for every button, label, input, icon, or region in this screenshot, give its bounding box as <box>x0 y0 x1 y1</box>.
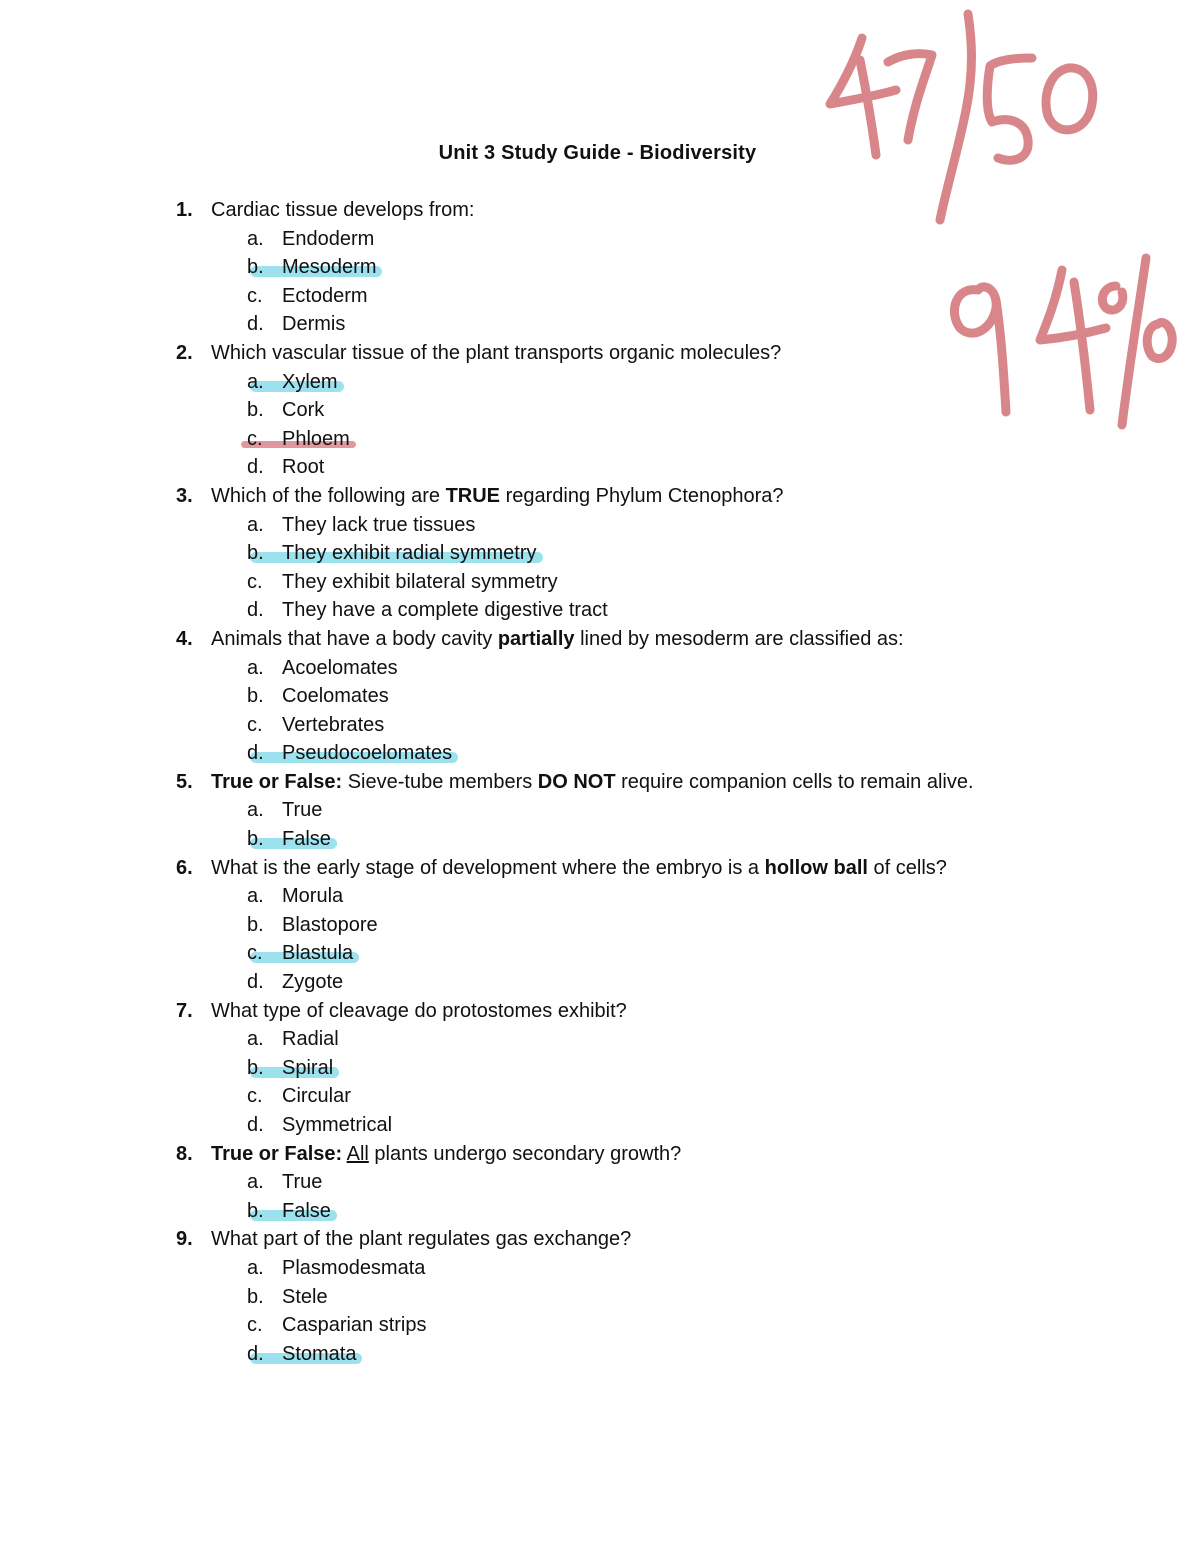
question-stem <box>0 1140 1100 1169</box>
option-letter: d. <box>247 313 264 336</box>
option-text: False <box>282 1199 331 1222</box>
question-number: 3. <box>176 484 193 507</box>
question-number: 7. <box>176 999 193 1022</box>
option-text: Zygote <box>282 971 344 994</box>
option-letter: a. <box>247 227 264 250</box>
question-text <box>211 768 974 796</box>
option-letter: d. <box>247 1342 264 1365</box>
answer-option <box>0 1254 1100 1283</box>
option-text: False <box>282 828 331 851</box>
question-4 <box>0 625 1100 768</box>
option-text: They exhibit radial symmetry <box>282 542 537 565</box>
question-7 <box>0 997 1100 1140</box>
answer-option <box>0 1311 1100 1340</box>
question-6 <box>0 854 1100 997</box>
option-text: Root <box>282 456 325 479</box>
option-letter: b. <box>247 542 264 565</box>
grade-digit-4-d <box>1074 282 1090 410</box>
question-text <box>211 196 474 224</box>
question-text <box>211 854 947 882</box>
question-text-part: of cells? <box>867 856 947 879</box>
grade-digit-7 <box>888 54 932 140</box>
option-letter: b. <box>247 1285 264 1308</box>
question-5 <box>0 768 1100 854</box>
option-text: Circular <box>282 1085 351 1108</box>
question-number: 8. <box>176 1142 193 1165</box>
option-text: Casparian strips <box>282 1314 427 1337</box>
option-text: They exhibit bilateral symmetry <box>282 570 558 593</box>
question-stem <box>0 768 1100 797</box>
grade-digit-0 <box>1046 68 1093 130</box>
question-text-part: Sieve-tube members <box>342 770 538 793</box>
option-text: Stomata <box>282 1342 357 1365</box>
question-number: 1. <box>176 199 193 221</box>
question-text-part: Which vascular tissue of the plant transports organic molecules? <box>211 341 782 364</box>
question-number: 9. <box>176 1228 193 1251</box>
option-letter: d. <box>247 1114 264 1136</box>
option-text: Pseudocoelomates <box>282 742 453 765</box>
answer-option <box>0 539 1100 568</box>
answer-option <box>0 911 1100 940</box>
option-letter: c. <box>247 1085 263 1108</box>
question-9 <box>0 1225 1100 1368</box>
question-text-part: What is the early stage of development where the embryo is a <box>211 856 765 879</box>
option-text: Coelomates <box>282 685 389 708</box>
option-text: Vertebrates <box>282 713 385 736</box>
question-text-part: Animals that have a body cavity <box>211 627 498 650</box>
answer-option <box>0 1054 1100 1083</box>
option-letter: a. <box>247 656 264 679</box>
option-letter: c. <box>247 427 263 450</box>
answer-option <box>0 825 1100 854</box>
answer-option <box>0 796 1100 825</box>
option-letter: b. <box>247 828 264 851</box>
answer-option <box>0 511 1100 540</box>
option-text: True <box>282 1171 323 1194</box>
option-letter: d. <box>247 599 264 622</box>
question-stem <box>0 1225 1100 1254</box>
option-text: Blastula <box>282 942 354 965</box>
option-text: They lack true tissues <box>282 513 476 536</box>
option-letter: a. <box>247 513 264 536</box>
document-title: Unit 3 Study Guide - Biodiversity <box>438 142 757 164</box>
option-letter: b. <box>247 1056 264 1079</box>
option-letter: b. <box>247 256 264 279</box>
option-letter: a. <box>247 1028 264 1051</box>
answer-option <box>0 1197 1100 1226</box>
option-letter: b. <box>247 399 264 422</box>
question-text-underline: All <box>346 1142 369 1165</box>
option-text: Blastopore <box>282 913 378 936</box>
question-number: 5. <box>176 770 193 793</box>
option-letter: b. <box>247 685 264 708</box>
option-letter: a. <box>247 885 264 908</box>
question-text-part: require companion cells to remain alive. <box>615 770 974 793</box>
question-stem <box>0 854 1100 883</box>
answer-option <box>0 1340 1100 1369</box>
option-text: Stele <box>282 1285 328 1308</box>
option-text: Endoderm <box>282 227 375 250</box>
question-8 <box>0 1140 1100 1226</box>
answer-option <box>0 939 1100 968</box>
grade-digit-5 <box>987 58 1032 160</box>
option-letter: c. <box>247 713 263 736</box>
option-letter: a. <box>247 799 264 822</box>
question-stem <box>0 625 1100 654</box>
grade-slash <box>940 14 972 220</box>
answer-option <box>0 882 1100 911</box>
question-text-part: plants undergo secondary growth? <box>368 1142 682 1165</box>
answer-option <box>0 1111 1100 1140</box>
grade-percent-slash <box>1122 258 1146 425</box>
grade-percent-circle-top <box>1102 286 1122 310</box>
option-text: Phloem <box>282 427 350 450</box>
question-text <box>211 997 627 1025</box>
question-text-part: regarding Phylum Ctenophora? <box>500 484 784 507</box>
question-3 <box>0 482 1100 625</box>
option-letter: c. <box>247 942 263 965</box>
question-text-bold: hollow ball <box>764 856 868 879</box>
option-text: Acoelomates <box>282 656 398 679</box>
grade-percent-circle-bottom <box>1147 323 1172 359</box>
grade-digit-4-b <box>860 60 876 155</box>
question-text-part: Cardiac tissue develops from: <box>211 199 475 221</box>
question-text <box>211 482 784 510</box>
question-text <box>211 1225 631 1253</box>
question-text-bold: DO NOT <box>537 770 616 793</box>
question-text-bold: True or False: <box>211 770 343 793</box>
option-letter: a. <box>247 1256 264 1279</box>
option-text: Symmetrical <box>282 1114 393 1136</box>
handwritten-grade <box>800 0 1200 460</box>
question-text-part: Which of the following are <box>211 484 446 507</box>
question-text-bold: True or False: <box>211 1142 343 1165</box>
option-text: Morula <box>282 885 344 908</box>
option-letter: c. <box>247 284 263 307</box>
option-letter: c. <box>247 1314 263 1337</box>
option-letter: a. <box>247 370 264 393</box>
answer-option <box>0 596 1100 625</box>
question-text <box>211 339 781 367</box>
question-text-part: lined by mesoderm are classified as: <box>574 627 904 650</box>
option-letter: d. <box>247 456 264 479</box>
question-text <box>211 625 904 653</box>
answer-option <box>0 1025 1100 1054</box>
option-text: Radial <box>282 1028 339 1051</box>
answer-option <box>0 739 1100 768</box>
answer-option <box>0 1082 1100 1111</box>
question-text-bold: partially <box>497 627 575 650</box>
option-text: Plasmodesmata <box>282 1256 426 1279</box>
question-text-part: What part of the plant regulates gas exchange? <box>211 1228 632 1251</box>
option-text: True <box>282 799 323 822</box>
question-text <box>211 1140 681 1168</box>
answer-option <box>0 968 1100 997</box>
question-number: 2. <box>176 341 193 364</box>
option-letter: d. <box>247 971 264 994</box>
answer-option <box>0 654 1100 683</box>
answer-option <box>0 1283 1100 1312</box>
option-text: Mesoderm <box>282 256 377 279</box>
answer-option <box>0 568 1100 597</box>
answer-option <box>0 711 1100 740</box>
option-text: They have a complete digestive tract <box>282 599 608 622</box>
option-letter: a. <box>247 1171 264 1194</box>
option-text: Xylem <box>282 370 338 393</box>
question-stem <box>0 997 1100 1026</box>
option-text: Cork <box>282 399 325 422</box>
option-letter: d. <box>247 742 264 765</box>
answer-option <box>0 1168 1100 1197</box>
question-number: 4. <box>176 627 193 650</box>
option-letter: b. <box>247 913 264 936</box>
option-text: Spiral <box>282 1056 334 1079</box>
grade-digit-9 <box>954 287 1006 412</box>
option-letter: c. <box>247 570 263 593</box>
option-letter: b. <box>247 1199 264 1222</box>
option-text: Dermis <box>282 313 346 336</box>
option-text: Ectoderm <box>282 284 368 307</box>
answer-option <box>0 682 1100 711</box>
question-text-part: What type of cleavage do protostomes exhibit? <box>211 999 627 1022</box>
question-number: 6. <box>176 856 193 879</box>
question-stem <box>0 482 1100 511</box>
question-text-bold: TRUE <box>445 484 501 507</box>
